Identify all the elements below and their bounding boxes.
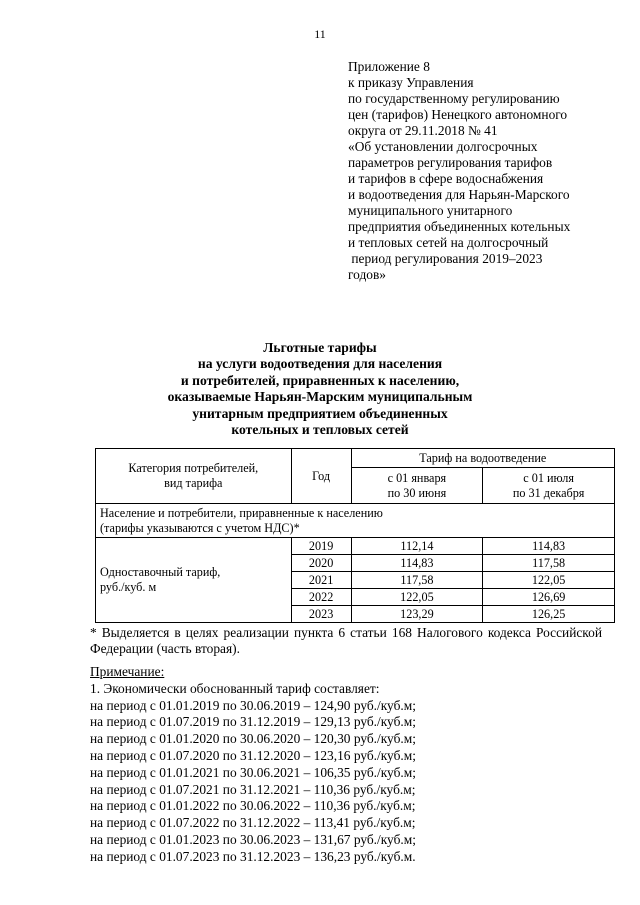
notes-line: на период с 01.01.2019 по 30.06.2019 – 124,90 руб./куб.м; <box>90 697 416 713</box>
appendix-line: округа от 29.11.2018 № 41 <box>348 123 498 138</box>
header-period-1-line: по 30 июня <box>387 485 447 500</box>
appendix-line: Приложение 8 <box>348 59 430 74</box>
group-row <box>96 504 615 538</box>
appendix-line: годов» <box>348 267 386 282</box>
appendix-line: и водоотведения для Нарьян-Марского <box>348 187 570 202</box>
row-label <box>96 538 292 623</box>
cell-year: 2023 <box>291 606 351 623</box>
appendix-block <box>348 59 618 283</box>
cell-year: 2020 <box>291 555 351 572</box>
title-line: на услуги водоотведения для населения <box>197 356 443 372</box>
cell-h1: 112,14 <box>351 538 483 555</box>
notes-block <box>90 664 610 866</box>
header-period-2-line: по 31 декабря <box>512 485 585 500</box>
notes-line: на период с 01.01.2023 по 30.06.2023 – 131,67 руб./куб.м; <box>90 831 416 847</box>
appendix-line: период регулирования 2019–2023 <box>348 251 543 266</box>
notes-line: на период с 01.07.2019 по 31.12.2019 – 129,13 руб./куб.м; <box>90 714 416 730</box>
cell-h2: 126,25 <box>483 606 615 623</box>
page-number: 11 <box>314 27 326 41</box>
header-period-1-line: с 01 января <box>387 470 447 485</box>
title-line: унитарным предприятием объединенных <box>192 405 448 421</box>
row-label-line: Одноставочный тариф, <box>100 565 221 579</box>
cell-year: 2019 <box>291 538 351 555</box>
header-period-2-line: с 01 июля <box>523 470 574 485</box>
cell-year: 2022 <box>291 589 351 606</box>
cell-h2: 114,83 <box>483 538 615 555</box>
header-year: Год <box>291 449 351 504</box>
cell-h2: 122,05 <box>483 572 615 589</box>
appendix-line: «Об установлении долгосрочных <box>348 139 538 154</box>
appendix-line: и тарифов в сфере водоснабжения <box>348 171 544 186</box>
document-title <box>0 340 640 438</box>
appendix-line: предприятия объединенных котельных <box>348 219 571 234</box>
group-line: (тарифы указываются с учетом НДС)* <box>100 520 300 535</box>
title-line: котельных и тепловых сетей <box>231 422 409 438</box>
notes-line: на период с 01.07.2020 по 31.12.2020 – 123,16 руб./куб.м; <box>90 747 416 763</box>
notes-line: на период с 01.01.2022 по 30.06.2022 – 110,36 руб./куб.м; <box>90 798 416 814</box>
group-line: Население и потребители, приравненные к населению <box>100 505 383 520</box>
header-period-2 <box>483 468 615 504</box>
cell-h2: 126,69 <box>483 589 615 606</box>
title-line: и потребителей, приравненных к населению, <box>180 372 460 388</box>
appendix-line: параметров регулирования тарифов <box>348 155 553 170</box>
appendix-line: муниципального унитарного <box>348 203 513 218</box>
appendix-line: к приказу Управления <box>348 75 474 90</box>
table-row <box>96 538 615 555</box>
footnote: * Выделяется в целях реализации пункта 6 статьи 168 Налогового кодекса Российской Федерации (часть вторая). <box>90 625 602 656</box>
notes-heading: Примечание: <box>90 664 165 679</box>
title-line: Льготные тарифы <box>263 340 377 355</box>
header-period-1 <box>351 468 483 504</box>
notes-line: на период с 01.01.2021 по 30.06.2021 – 106,35 руб./куб.м; <box>90 764 416 780</box>
cell-year: 2021 <box>291 572 351 589</box>
notes-intro: 1. Экономически обоснованный тариф составляет: <box>90 680 380 696</box>
cell-h1: 122,05 <box>351 589 483 606</box>
header-category-line: Категория потребителей, <box>128 461 259 475</box>
appendix-line: по государственному регулированию <box>348 91 560 106</box>
cell-h1: 123,29 <box>351 606 483 623</box>
cell-h1: 117,58 <box>351 572 483 589</box>
row-label-line: руб./куб. м <box>100 580 157 594</box>
notes-line: на период с 01.07.2021 по 31.12.2021 – 110,36 руб./куб.м; <box>90 781 416 797</box>
title-line: оказываемые Нарьян-Марским муниципальным <box>167 389 473 405</box>
tariff-table <box>95 448 615 623</box>
header-category <box>96 449 292 504</box>
notes-line: на период с 01.07.2023 по 31.12.2023 – 136,23 руб./куб.м. <box>90 848 416 864</box>
header-category-line: вид тарифа <box>164 476 223 490</box>
header-tariff: Тариф на водоотведение <box>351 449 614 468</box>
notes-line: на период с 01.07.2022 по 31.12.2022 – 113,41 руб./куб.м; <box>90 815 416 831</box>
cell-h1: 114,83 <box>351 555 483 572</box>
appendix-line: и тепловых сетей на долгосрочный <box>348 235 549 250</box>
notes-line: на период с 01.01.2020 по 30.06.2020 – 120,30 руб./куб.м; <box>90 731 416 747</box>
appendix-line: цен (тарифов) Ненецкого автономного <box>348 107 568 122</box>
cell-h2: 117,58 <box>483 555 615 572</box>
